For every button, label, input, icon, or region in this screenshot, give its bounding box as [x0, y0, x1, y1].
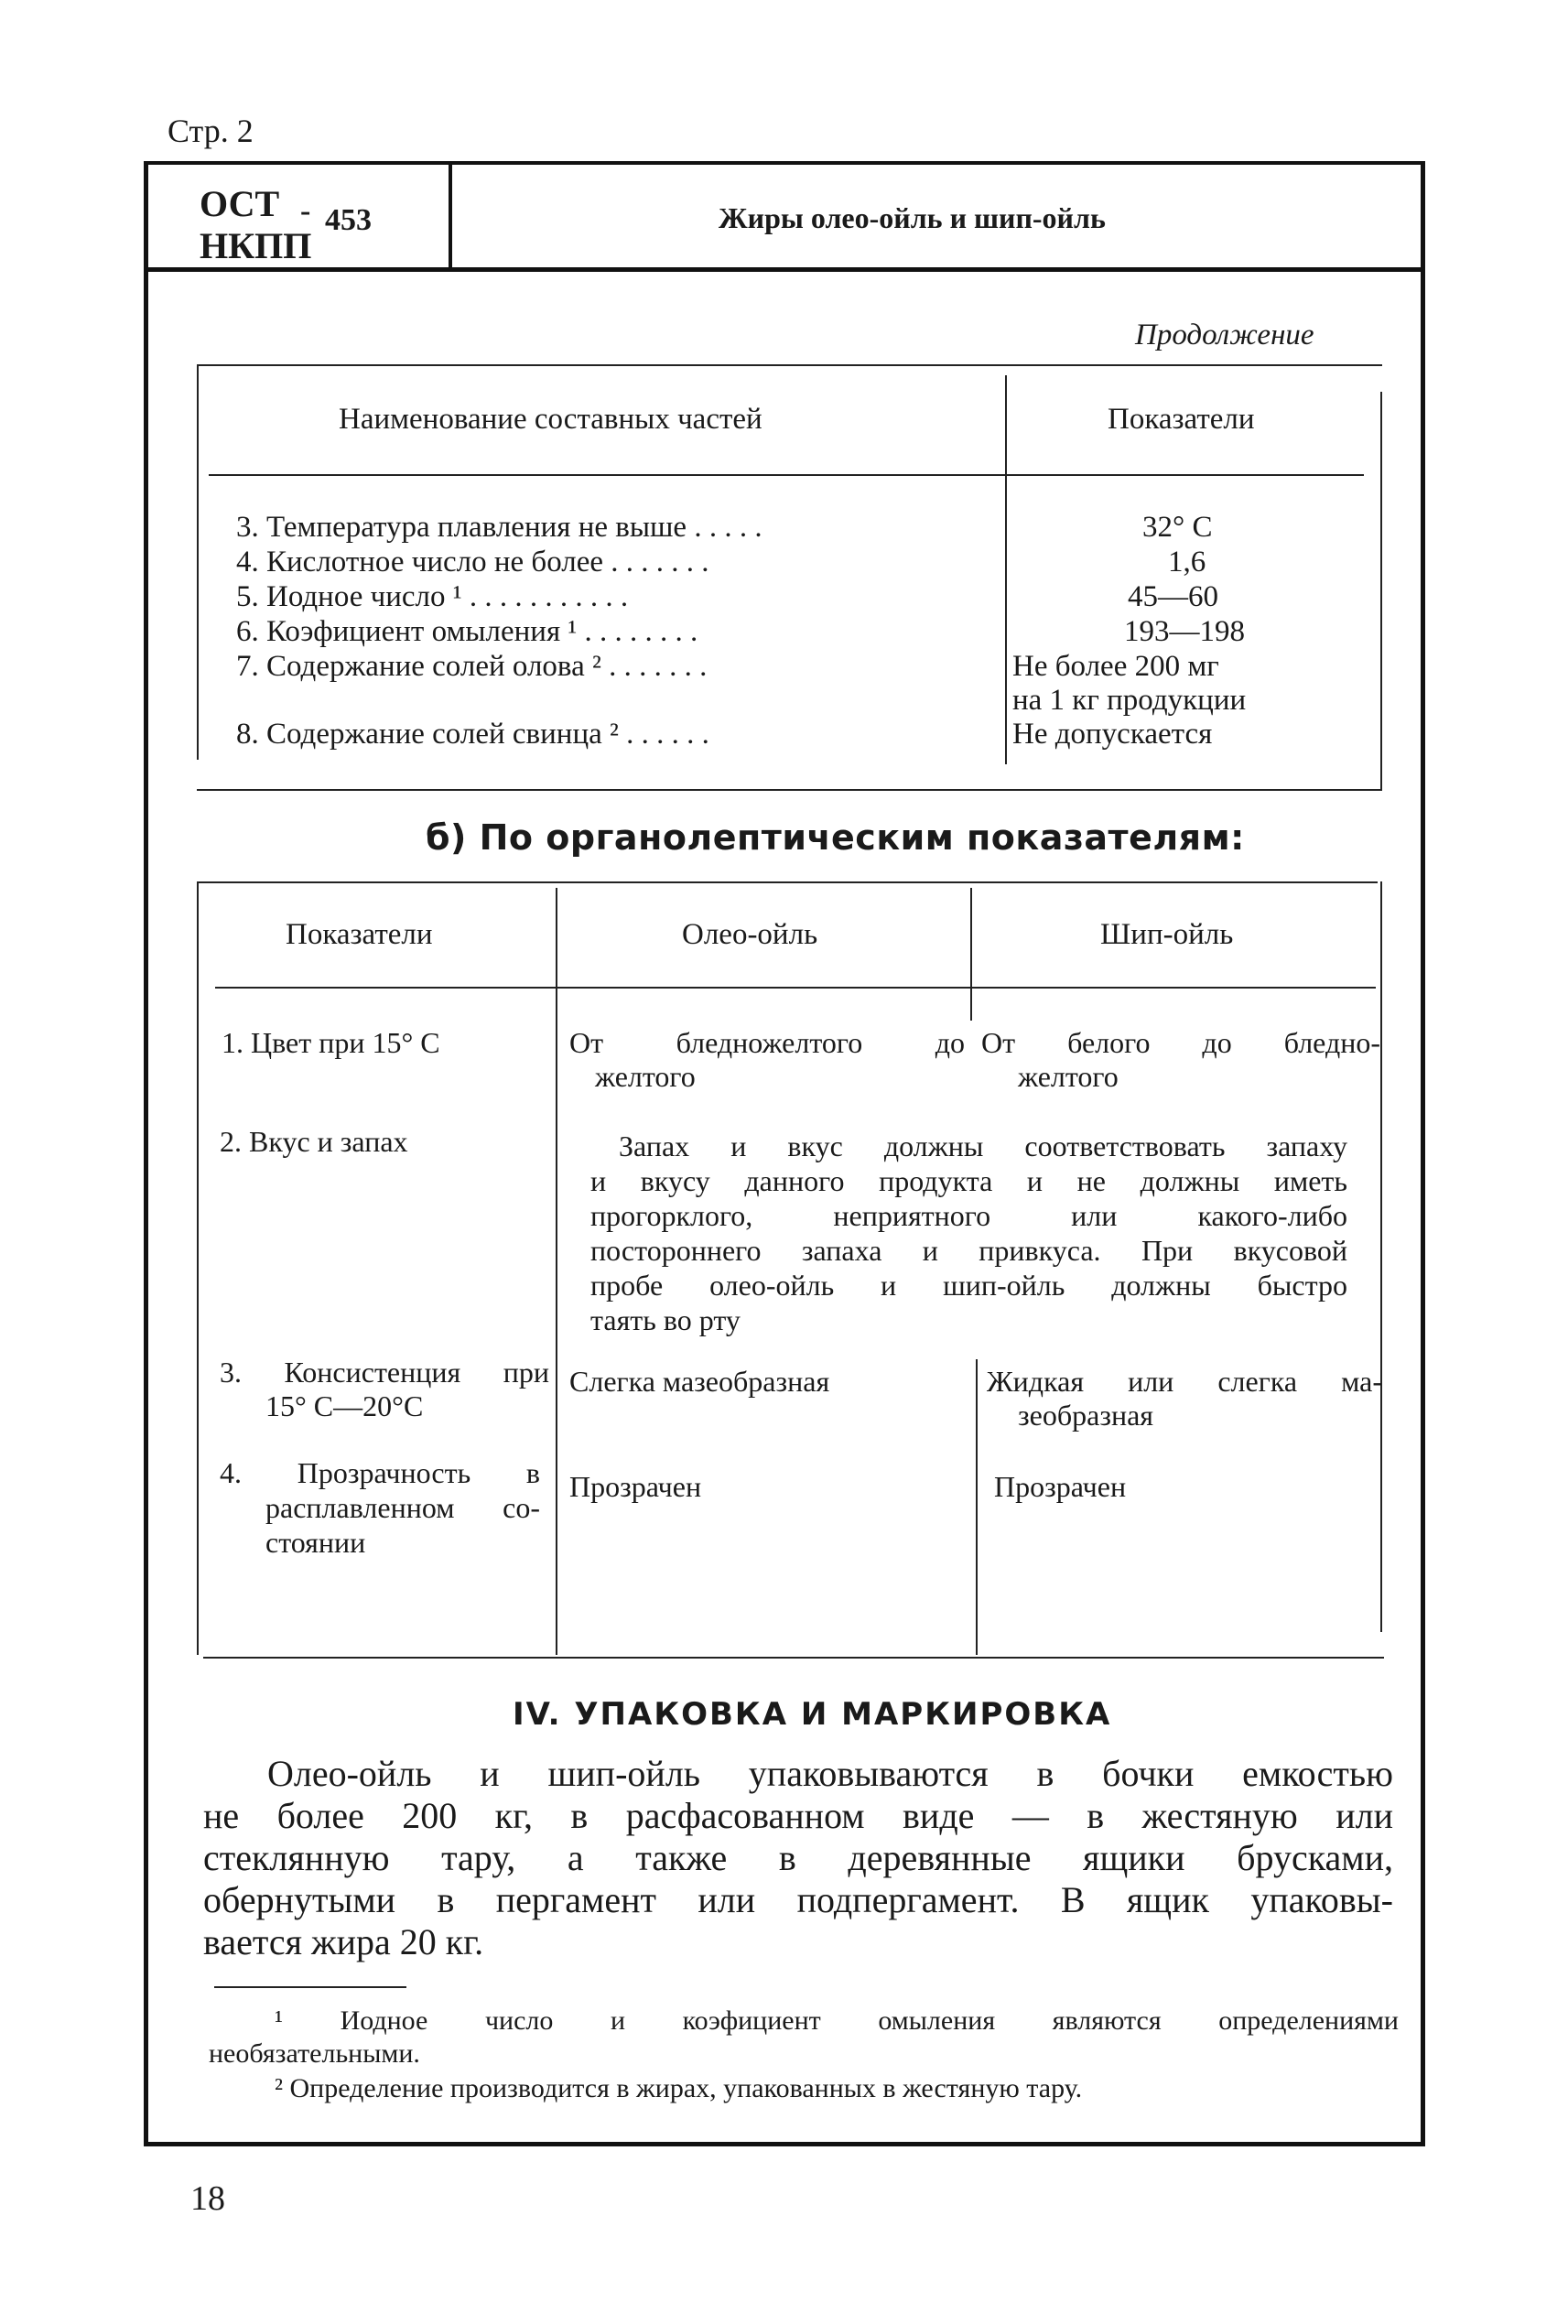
- packaging-paragraph: [203, 1753, 1393, 1963]
- standard-dash: -: [300, 194, 311, 228]
- t2-r3-param-cont: 15° С—20°С: [265, 1389, 424, 1422]
- table1-row-value: 32° С: [1142, 511, 1213, 544]
- section-heading-iv: IV. УПАКОВКА И МАРКИРОВКА: [513, 1696, 1112, 1733]
- table1-row-label: 6. Коэфициент омыления ¹ . . . . . . . .: [236, 615, 698, 648]
- t2-r4-param: 4. Прозрачность в: [220, 1456, 540, 1489]
- t2-r3-oleo: Слегка мазеобразная: [569, 1365, 830, 1398]
- table2-right-rule: [1380, 881, 1382, 1632]
- table2-header-oleo: Олео-ойль: [682, 918, 818, 951]
- t2-r3-ship: Жидкая или слегка ма-: [987, 1365, 1382, 1398]
- table1-row-value-cont: на 1 кг продукции: [1012, 684, 1247, 717]
- table2-col-rule-1: [556, 888, 557, 1655]
- t2-r4-ship: Прозрачен: [994, 1470, 1127, 1503]
- t2-r2-text: пробе олео-ойль и шип-ойль должны быстро: [590, 1269, 1347, 1302]
- table1-row-value: Не допускается: [1012, 718, 1213, 751]
- table2-header-rule: [215, 987, 1376, 989]
- t2-r2-text: прогорклого, неприятного или какого-либо: [590, 1199, 1347, 1232]
- paragraph-line: не более 200 кг, в расфасованном виде — в жестяную или: [203, 1795, 1393, 1836]
- section-heading-b: б) По органолептическим показателям:: [426, 817, 1245, 858]
- table1-row-value: 45—60: [1128, 580, 1218, 613]
- t2-r1-param: 1. Цвет при 15° С: [222, 1026, 440, 1059]
- header-separator: [449, 163, 452, 269]
- t2-r1-ship: От белого до бледно-: [981, 1026, 1380, 1059]
- t2-r2-text: таять во рту: [590, 1303, 741, 1336]
- footnote-1-cont: необязательными.: [209, 2038, 420, 2069]
- t2-r1-oleo: От бледножелтого до: [569, 1026, 965, 1059]
- table1-left-rule: [197, 364, 199, 760]
- t2-r1-ship-cont: желтого: [1018, 1060, 1119, 1093]
- table1-col-rule: [1005, 375, 1007, 764]
- table2-top-rule: [197, 881, 1378, 883]
- page-number: 18: [190, 2179, 225, 2218]
- t2-r4-param-cont: расплавленном со-: [265, 1491, 540, 1524]
- table2-col-rule-2b: [976, 1359, 978, 1655]
- table1-row-label: 4. Кислотное число не более . . . . . . .: [236, 546, 709, 578]
- t2-r2-text: Запах и вкус должны соответствовать запаху: [619, 1130, 1347, 1162]
- table1-row-label: 7. Содержание солей олова ² . . . . . . .: [236, 650, 708, 683]
- table1-row-label: 8. Содержание солей свинца ² . . . . . .: [236, 718, 709, 751]
- document-title: Жиры олео-ойль и шип-ойль: [719, 201, 1106, 234]
- page-label: Стр. 2: [168, 113, 254, 149]
- t2-r2-text: постороннего запаха и привкуса. При вкусовой: [590, 1234, 1347, 1267]
- table1-row-label: 5. Иодное число ¹ . . . . . . . . . . .: [236, 580, 629, 613]
- t2-r1-oleo-cont: желтого: [595, 1060, 696, 1093]
- table2-header-param: Показатели: [286, 918, 433, 951]
- table1-row-label: 3. Температура плавления не выше . . . . .: [236, 511, 762, 544]
- paragraph-line: обернутыми в пергамент или подпергамент. В ящик упаковы-: [203, 1879, 1393, 1920]
- paragraph-line: Олео-ойль и шип-ойль упаковываются в бочки емкостью: [267, 1753, 1393, 1794]
- nkpp-label: НКПП: [200, 225, 312, 266]
- header-rule: [144, 267, 1425, 272]
- table2-col-rule-2: [970, 888, 972, 1021]
- table2-bottom-rule: [203, 1657, 1384, 1659]
- t2-r2-param: 2. Вкус и запах: [220, 1125, 408, 1158]
- footnote-rule: [214, 1986, 406, 1988]
- t2-r3-ship-cont: зеобразная: [1018, 1399, 1154, 1432]
- paragraph-line: вается жира 20 кг.: [203, 1921, 484, 1962]
- page-bottom-rule: [144, 2142, 1425, 2146]
- table1-row-value: Не более 200 мг: [1012, 650, 1219, 683]
- ost-label: ОСТ: [200, 183, 280, 224]
- t2-r4-param-cont: стоянии: [265, 1526, 366, 1559]
- table1-right-rule: [1380, 392, 1382, 790]
- paragraph-line: стеклянную тару, а также в деревянные ящики брусками,: [203, 1837, 1393, 1878]
- t2-r4-oleo: Прозрачен: [569, 1470, 702, 1503]
- continuation-label: Продолжение: [1135, 319, 1314, 351]
- standard-code: [200, 183, 311, 267]
- footnote-2: ² Определение производится в жирах, упакованных в жестяную тару.: [275, 2073, 1083, 2103]
- table1-row-value: 1,6: [1168, 546, 1206, 578]
- footnote-1: ¹ Иодное число и коэфициент омыления являются определениями: [275, 2005, 1399, 2036]
- table1-row-value: 193—198: [1124, 615, 1245, 648]
- table2-left-rule: [197, 881, 199, 1655]
- table1-bottom-rule: [197, 789, 1382, 791]
- table1-top-rule: [197, 364, 1382, 366]
- table1-header-value: Показатели: [1108, 403, 1255, 436]
- table1-header-rule: [209, 474, 1364, 476]
- table1-header-name: Наименование составных частей: [339, 403, 762, 436]
- t2-r2-text: и вкусу данного продукта и не должны иметь: [590, 1164, 1347, 1197]
- standard-number: 453: [325, 203, 372, 237]
- t2-r3-param: 3. Консистенция при: [220, 1356, 549, 1389]
- table2-header-ship: Шип-ойль: [1100, 918, 1234, 951]
